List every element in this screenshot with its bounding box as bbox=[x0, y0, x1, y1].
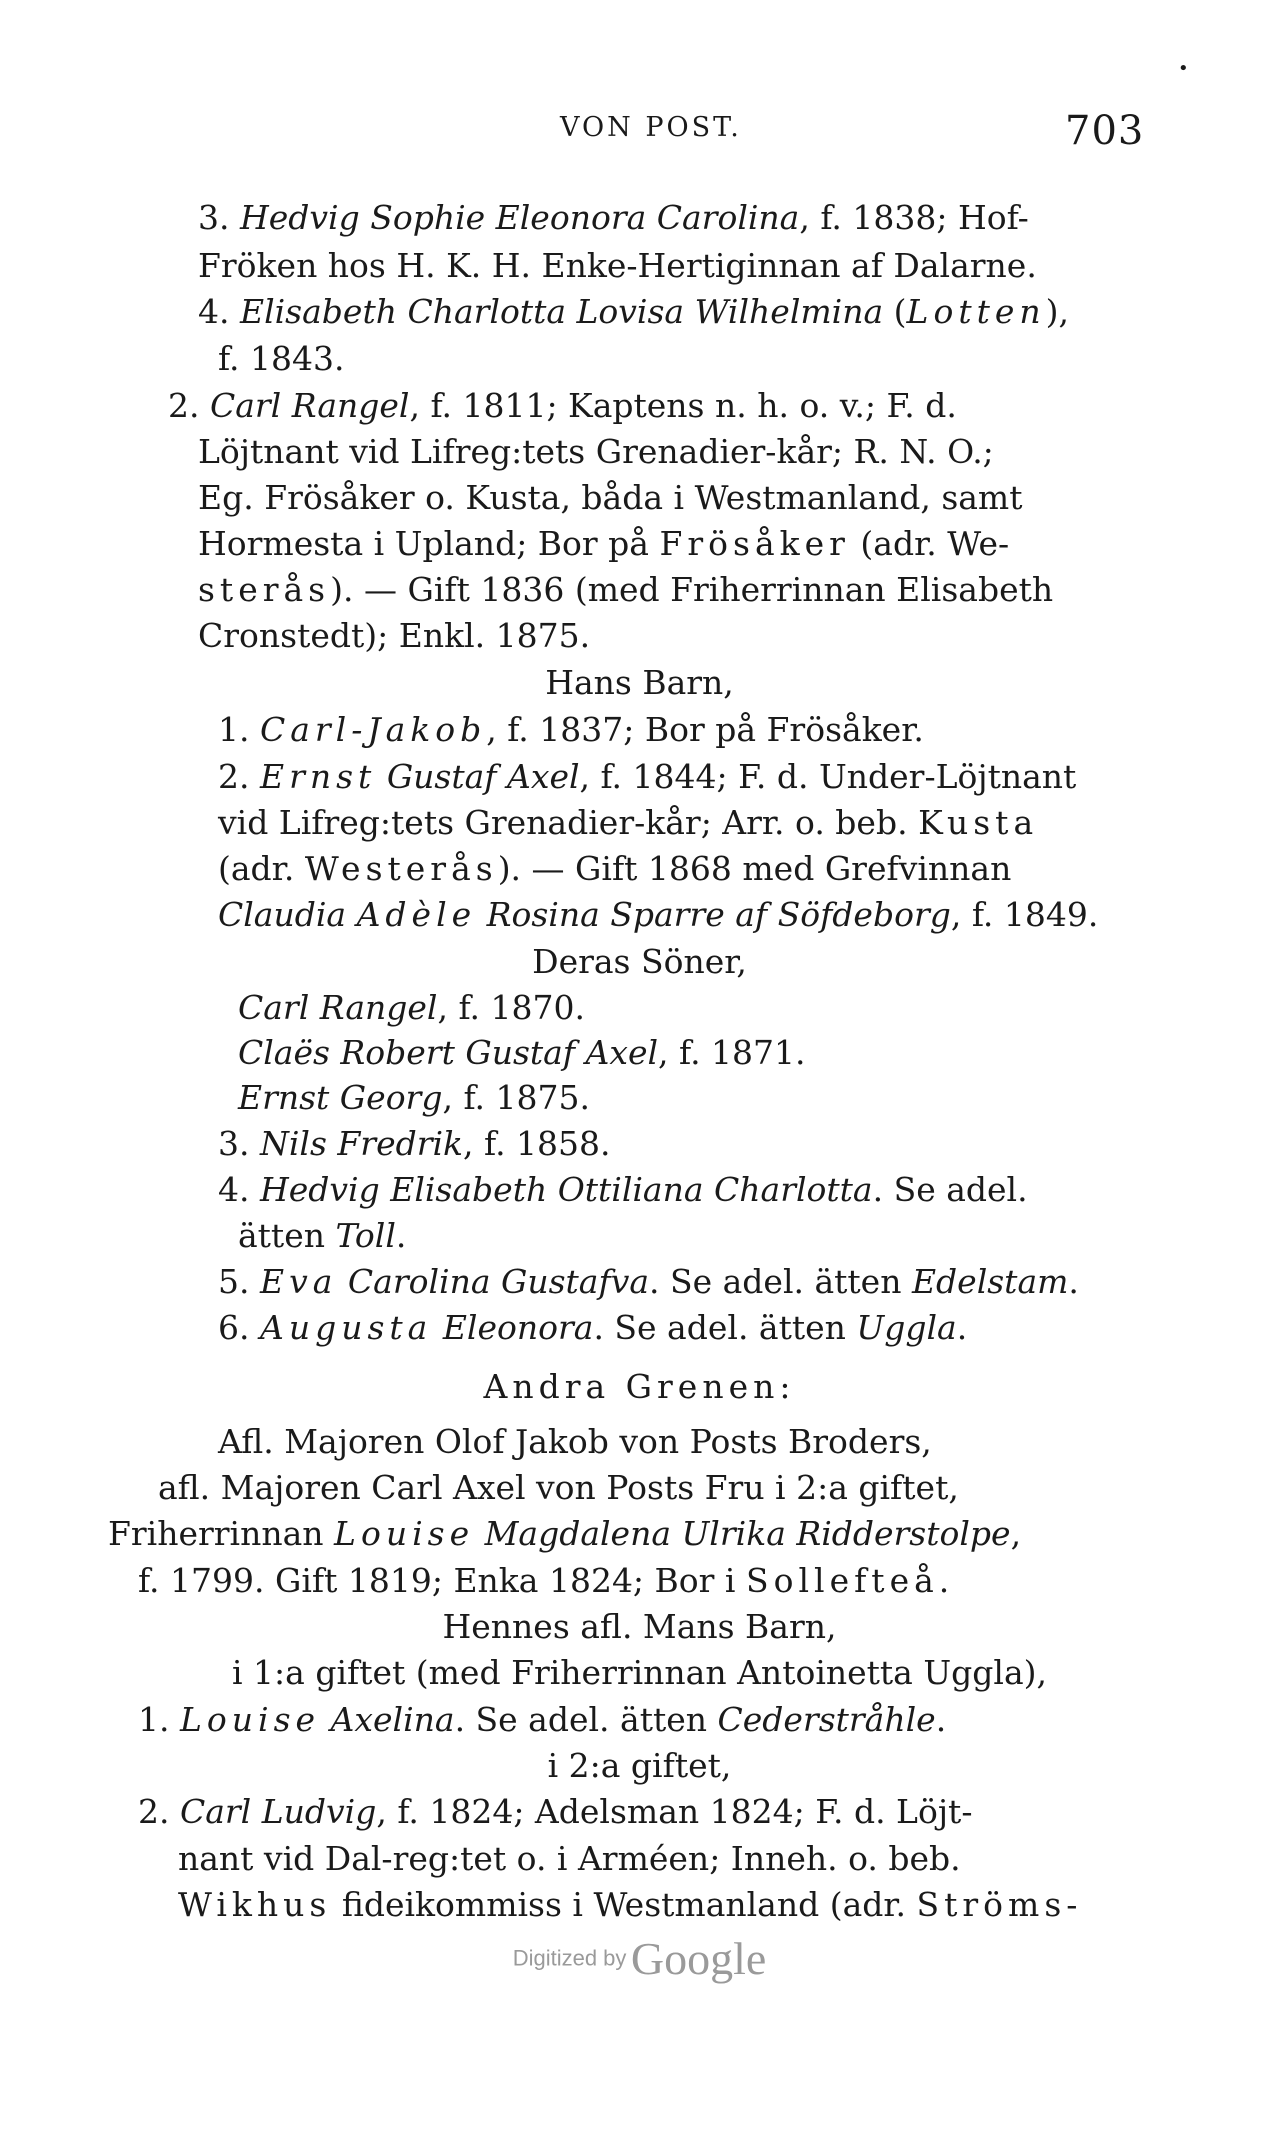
text-run: vid Lifreg:tets Grenadier-kår; Arr. o. beb. bbox=[218, 803, 919, 842]
text-line bbox=[218, 757, 1076, 797]
text-run: f. 1799. Gift 1819; Enka 1824; Bor i bbox=[138, 1561, 746, 1600]
running-header: VON POST. bbox=[560, 112, 742, 143]
text-run: , f. 1837; Bor på Frösåker. bbox=[486, 710, 924, 749]
italic-name: Claës Robert Gustaf Axel bbox=[238, 1033, 659, 1072]
text-line bbox=[138, 1561, 949, 1601]
text-run: . bbox=[956, 1308, 968, 1347]
text-run: fideikommiss i Westmanland (adr. bbox=[331, 1885, 917, 1924]
text-run: i 1:a giftet (med Friherrinnan Antoinetta Uggla), bbox=[232, 1653, 1047, 1692]
italic-name: Edelstam bbox=[911, 1262, 1069, 1301]
text-run: ), bbox=[1045, 292, 1069, 331]
text-line bbox=[198, 432, 994, 472]
text-run: Fröken hos H. K. H. Enke-Hertiginnan af Dalarne. bbox=[198, 246, 1037, 285]
text-run: Eg. Frösåker o. Kusta, båda i Westmanland, samt bbox=[198, 478, 1023, 517]
text-run: 2. bbox=[218, 757, 260, 796]
text-run bbox=[320, 1700, 331, 1739]
text-line bbox=[238, 1078, 590, 1118]
italic-name: Toll bbox=[335, 1216, 396, 1255]
text-line bbox=[238, 1216, 406, 1256]
italic-name: Hedvig Elisabeth Ottiliana Charlotta bbox=[259, 1170, 873, 1209]
text-run: sterås bbox=[198, 570, 331, 609]
text-line bbox=[108, 1514, 1021, 1554]
text-run: , f. 1844; F. d. Under-Löjtnant bbox=[579, 757, 1077, 796]
text-line bbox=[168, 386, 957, 426]
text-line bbox=[198, 616, 590, 656]
text-run bbox=[432, 1308, 443, 1347]
italic-name: Louise bbox=[179, 1700, 321, 1739]
text-line bbox=[158, 1468, 959, 1508]
text-line bbox=[218, 1422, 932, 1462]
text-line bbox=[198, 524, 1009, 564]
text-line bbox=[218, 1308, 967, 1348]
text-run: 6. bbox=[218, 1308, 260, 1347]
text-line bbox=[0, 942, 1279, 982]
text-run: Ströms- bbox=[916, 1885, 1083, 1924]
text-run: Hormesta i Upland; Bor på bbox=[198, 524, 660, 563]
text-line bbox=[0, 1367, 1279, 1407]
italic-name: Carolina Gustafva bbox=[347, 1262, 650, 1301]
text-line bbox=[238, 1033, 806, 1073]
text-line bbox=[238, 988, 585, 1028]
italic-name: Hedvig Sophie Eleonora Carolina bbox=[239, 198, 800, 237]
text-line bbox=[0, 1607, 1279, 1647]
text-run: Cronstedt); Enkl. 1875. bbox=[198, 616, 591, 655]
italic-name: Lotten bbox=[906, 292, 1046, 331]
text-run: Frösåker bbox=[659, 524, 850, 563]
text-run: Deras Söner, bbox=[532, 942, 747, 981]
text-run: Andra Grenen: bbox=[483, 1367, 796, 1406]
text-run: i 2:a giftet, bbox=[547, 1746, 732, 1785]
text-line bbox=[198, 292, 1069, 332]
digitized-label: Digitized by bbox=[512, 1945, 627, 1971]
text-line bbox=[218, 1124, 611, 1164]
text-run: 1. bbox=[138, 1700, 180, 1739]
text-run: 3. bbox=[218, 1124, 260, 1163]
page-mark: • bbox=[1178, 58, 1189, 79]
italic-name: Louise bbox=[334, 1514, 475, 1553]
text-run bbox=[376, 757, 387, 796]
italic-name: Rosina Sparre af Söfdeborg bbox=[476, 895, 951, 934]
italic-name: Ernst bbox=[259, 757, 377, 796]
text-line bbox=[138, 1792, 972, 1832]
text-line bbox=[218, 1262, 1079, 1302]
text-run: 4. bbox=[218, 1170, 260, 1209]
text-run: 1. bbox=[218, 710, 260, 749]
text-run: , f. 1811; Kaptens n. h. o. v.; F. d. bbox=[409, 386, 957, 425]
italic-name: Magdalena Ulrika Ridderstolpe bbox=[484, 1514, 1011, 1553]
text-line bbox=[0, 1746, 1279, 1786]
italic-name: Ernst Georg bbox=[238, 1078, 443, 1117]
text-line bbox=[198, 570, 1053, 610]
google-logo: Google bbox=[630, 1933, 767, 1984]
text-line bbox=[218, 803, 1038, 843]
text-run: , f. 1871. bbox=[658, 1033, 806, 1072]
italic-name: Carl Rangel bbox=[238, 988, 438, 1027]
text-run: 2. bbox=[168, 386, 210, 425]
italic-name: Eva bbox=[259, 1262, 338, 1301]
text-run: Wikhus bbox=[178, 1885, 332, 1924]
text-run: f. 1843. bbox=[218, 339, 345, 378]
text-line bbox=[198, 478, 1022, 518]
text-line bbox=[218, 895, 1098, 935]
italic-name: Axelina bbox=[330, 1700, 455, 1739]
text-run: ). — Gift 1868 med Grefvinnan bbox=[497, 849, 1012, 888]
text-run: , f. 1858. bbox=[463, 1124, 611, 1163]
italic-name: Eleonora bbox=[442, 1308, 594, 1347]
text-run: (adr. We- bbox=[849, 524, 1010, 563]
text-line bbox=[198, 198, 1029, 238]
text-run: . Se adel. ätten bbox=[593, 1308, 857, 1347]
text-run: ätten bbox=[238, 1216, 336, 1255]
digitized-footer bbox=[0, 1932, 1279, 1985]
text-run: . bbox=[1068, 1262, 1079, 1301]
text-line bbox=[0, 1653, 1279, 1693]
italic-name: Carl Rangel bbox=[209, 386, 410, 425]
italic-name: Claudia bbox=[218, 895, 357, 934]
text-line bbox=[218, 710, 924, 750]
italic-name: Elisabeth Charlotta Lovisa Wilhelmina bbox=[239, 292, 884, 331]
text-run: 2. bbox=[138, 1792, 180, 1831]
text-run: Friherrinnan bbox=[108, 1514, 335, 1553]
text-run: . Se adel. ätten bbox=[454, 1700, 718, 1739]
text-run: (adr. bbox=[218, 849, 305, 888]
text-run: afl. Majoren Carl Axel von Posts Fru i 2:a giftet, bbox=[158, 1468, 959, 1507]
text-run: Westerås bbox=[304, 849, 498, 888]
text-run: Hennes afl. Mans Barn, bbox=[442, 1607, 837, 1646]
italic-name: Carl-Jakob bbox=[259, 710, 487, 749]
text-run: . bbox=[935, 1700, 947, 1739]
text-run: . Se adel. bbox=[872, 1170, 1028, 1209]
italic-name: Augusta bbox=[259, 1308, 433, 1347]
italic-name: Carl Ludvig bbox=[179, 1792, 377, 1831]
text-run: 3. bbox=[198, 198, 240, 237]
italic-name: Nils Fredrik bbox=[259, 1124, 464, 1163]
text-run: , bbox=[1010, 1514, 1022, 1553]
text-line bbox=[178, 1885, 1082, 1925]
text-run: . Se adel. ätten bbox=[649, 1262, 912, 1301]
text-run: Löjtnant vid Lifreg:tets Grenadier-kår; R. N. O.; bbox=[198, 432, 994, 471]
text-run: , f. 1870. bbox=[437, 988, 585, 1027]
text-run: nant vid Dal-reg:tet o. i Arméen; Inneh. o. beb. bbox=[178, 1839, 961, 1878]
text-run bbox=[474, 1514, 485, 1553]
text-run: Kusta bbox=[918, 803, 1039, 842]
text-run: Afl. Majoren Olof Jakob von Posts Broders, bbox=[218, 1422, 932, 1461]
text-run: Sollefteå bbox=[745, 1561, 939, 1600]
italic-name: Uggla bbox=[856, 1308, 957, 1347]
text-line bbox=[218, 849, 1011, 889]
text-run: Hans Barn, bbox=[545, 663, 734, 702]
text-run: . bbox=[938, 1561, 950, 1600]
italic-name: Gustaf Axel bbox=[386, 757, 580, 796]
text-run bbox=[337, 1262, 348, 1301]
text-run: , f. 1849. bbox=[950, 895, 1099, 934]
text-run: ( bbox=[883, 292, 907, 331]
text-line bbox=[0, 663, 1279, 703]
text-run: . bbox=[395, 1216, 407, 1255]
text-run: ). — Gift 1836 (med Friherrinnan Elisabeth bbox=[330, 570, 1054, 609]
text-run: , f. 1875. bbox=[442, 1078, 590, 1117]
page-number: 703 bbox=[1065, 108, 1145, 154]
text-line bbox=[178, 1839, 961, 1879]
text-line bbox=[198, 246, 1037, 286]
text-line bbox=[218, 1170, 1028, 1210]
italic-name: Adèle bbox=[356, 895, 477, 934]
text-run: , f. 1838; Hof- bbox=[799, 198, 1029, 237]
text-line bbox=[218, 339, 345, 379]
text-run: 5. bbox=[218, 1262, 260, 1301]
text-run: 4. bbox=[198, 292, 240, 331]
text-run: , f. 1824; Adelsman 1824; F. d. Löjt- bbox=[376, 1792, 973, 1831]
text-line bbox=[138, 1700, 946, 1740]
italic-name: Cederstråhle bbox=[717, 1700, 936, 1739]
